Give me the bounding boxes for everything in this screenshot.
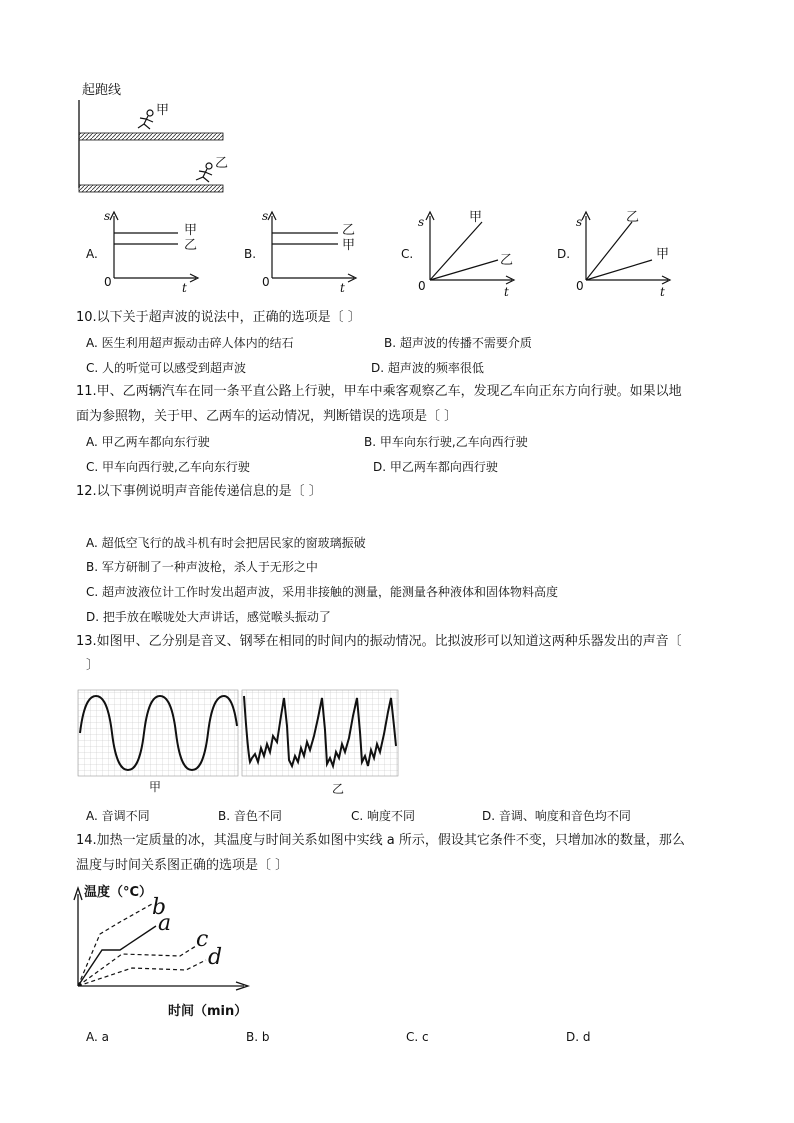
q11-stem-line1: 11.甲、乙两辆汽车在同一条平直公路上行驶，甲车中乘客观察乙车，发现乙车向正东方向行驶。如果以地 — [76, 384, 682, 399]
q12-option-d: D. 把手放在喉咙处大声讲话，感觉喉头振动了 — [86, 610, 331, 624]
q13-wave-b-label: 乙 — [332, 782, 345, 796]
runner-a-icon — [138, 110, 153, 129]
q13-option-b: B. 音色不同 — [218, 809, 282, 823]
q9-option-c-label: C. — [401, 247, 414, 261]
curve-d — [78, 960, 206, 986]
q9-c-axis-s: s — [418, 215, 425, 229]
q14-option-b: B. b — [246, 1030, 270, 1044]
q13-option-d: D. 音调、响度和音色均不同 — [482, 809, 631, 823]
q12-stem: 12.以下事例说明声音能传递信息的是〔 〕 — [76, 484, 322, 499]
curve-b-label: b — [152, 895, 167, 920]
curve-c — [78, 946, 196, 986]
curve-c-label: c — [196, 927, 209, 952]
q13-wave-a-label: 甲 — [149, 780, 162, 794]
q14-stem-line2: 温度与时间关系图正确的选项是〔 〕 — [76, 858, 289, 873]
q9-c-axis-t: t — [504, 285, 509, 299]
q9-option-a-label: A. — [86, 247, 98, 261]
q9-d-origin: 0 — [576, 279, 584, 293]
q9-a-origin: 0 — [104, 275, 112, 289]
q13-option-c: C. 响度不同 — [351, 809, 416, 823]
q14-x-axis-label: 时间（min） — [168, 1004, 248, 1019]
curve-a-label: a — [158, 911, 172, 936]
q10-stem: 10.以下关于超声波的说法中，正确的选项是〔 〕 — [76, 310, 361, 325]
q9-a-top-label: 甲 — [184, 223, 198, 238]
q9-option-d-label: D. — [557, 247, 571, 261]
q9-d-shallow-label: 甲 — [656, 247, 670, 262]
q9-d-axis-s: s — [576, 215, 583, 229]
q13-waveform-figure — [78, 686, 400, 780]
q13-stem-line2: 〕 — [86, 658, 100, 673]
q12-option-a: A. 超低空飞行的战斗机有时会把居民家的窗玻璃振破 — [86, 536, 366, 550]
q9-c-origin: 0 — [418, 279, 426, 293]
q13-option-a: A. 音调不同 — [86, 809, 150, 823]
q14-option-c: C. c — [406, 1030, 429, 1044]
q9-c-steep-label: 甲 — [469, 210, 483, 225]
runner-a-label: 甲 — [156, 103, 170, 118]
q12-option-c: C. 超声波液位计工作时发出超声波，采用非接触的测量，能测量各种液体和固体物料高度 — [86, 585, 559, 599]
q11-option-d: D. 甲乙两车都向西行驶 — [373, 460, 498, 474]
race-track-figure — [76, 98, 229, 198]
curve-d-label: d — [208, 945, 223, 970]
q11-option-c: C. 甲车向西行驶,乙车向东行驶 — [86, 460, 250, 474]
q10-option-c: C. 人的听觉可以感受到超声波 — [86, 361, 247, 375]
q11-stem-line2: 面为参照物，关于甲、乙两车的运动情况，判断错误的选项是〔 〕 — [76, 409, 458, 424]
q9-option-b-label: B. — [244, 247, 257, 261]
q9-b-origin: 0 — [262, 275, 270, 289]
q9-b-top-label: 乙 — [342, 223, 356, 238]
q9-c-shallow-label: 乙 — [500, 253, 514, 268]
q12-option-b: B. 军方研制了一种声波枪，杀人于无形之中 — [86, 560, 318, 574]
q14-temperature-graph — [72, 884, 252, 1002]
q9-d-steep-label: 乙 — [626, 210, 640, 225]
q9-b-axis-t: t — [340, 281, 345, 295]
q11-option-b: B. 甲车向东行驶,乙车向西行驶 — [364, 435, 528, 449]
q9-a-axis-t: t — [182, 281, 187, 295]
q13-stem-line1: 13.如图甲、乙分别是音叉、钢琴在相同的时间内的振动情况。比拟波形可以知道这两种乐器发出的声音〔 — [76, 634, 682, 649]
q14-option-d: D. d — [566, 1030, 591, 1044]
q9-d-axis-t: t — [660, 285, 665, 299]
q10-option-a: A. 医生利用超声振动击碎人体内的结石 — [86, 336, 294, 350]
q14-stem-line1: 14.加热一定质量的冰，其温度与时间关系如图中实线 a 所示，假设其它条件不变，只增加冰的数量，那么 — [76, 833, 685, 848]
q9-b-bottom-label: 甲 — [342, 238, 356, 253]
q11-option-a: A. 甲乙两车都向东行驶 — [86, 435, 210, 449]
q9-b-axis-s: s — [262, 209, 269, 223]
start-line-label: 起跑线 — [82, 83, 122, 98]
q10-option-d: D. 超声波的频率很低 — [371, 361, 484, 375]
q14-y-axis-label: 温度（°C） — [84, 885, 153, 900]
runner-b-icon — [196, 163, 212, 182]
runner-b-label: 乙 — [215, 156, 229, 171]
q14-option-a: A. a — [86, 1030, 109, 1044]
q10-option-b: B. 超声波的传播不需要介质 — [384, 336, 532, 350]
q9-a-bottom-label: 乙 — [184, 238, 198, 253]
q9-a-axis-s: s — [104, 209, 111, 223]
